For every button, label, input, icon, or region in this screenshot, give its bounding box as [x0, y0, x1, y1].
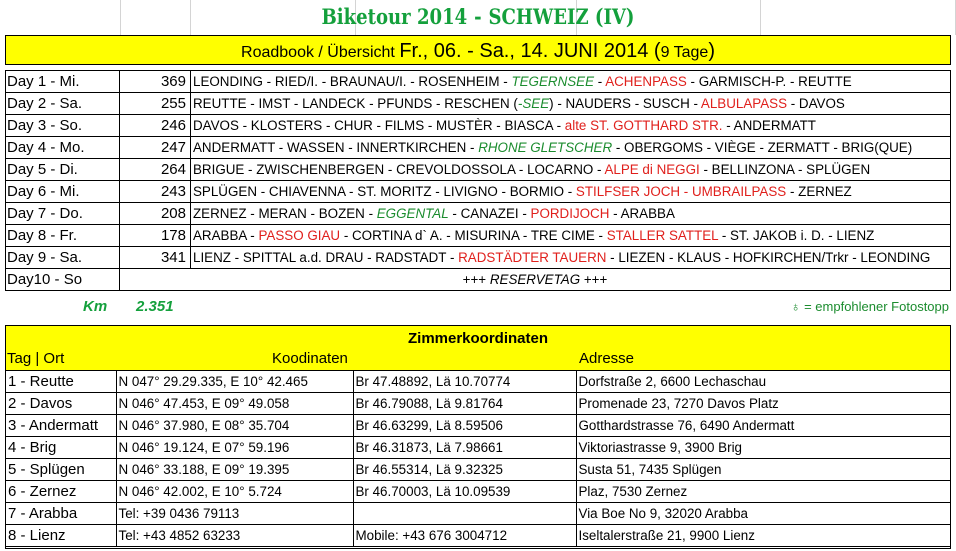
route-text: - OBERGOMS - VIÈGE - ZERMATT - BRIG(QUE)	[612, 140, 913, 155]
room-tag[interactable]: 4 - Brig	[6, 437, 116, 459]
room-address[interactable]: Susta 51, 7435 Splügen	[576, 459, 950, 481]
scenic-highlight: TEGERNSEE	[511, 74, 595, 89]
photo-stop-label: = empfohlener Fotostopp	[804, 299, 949, 314]
day-km[interactable]: 243	[120, 181, 191, 203]
room-address[interactable]: Dorfstraße 2, 6600 Lechaschau	[576, 371, 950, 393]
route-text: +++	[462, 272, 490, 287]
day-km[interactable]: 247	[120, 137, 191, 159]
pass-highlight: PASSO GIAU	[258, 228, 341, 243]
route-text: - BELLINZONA - SPLÜGEN	[699, 162, 871, 177]
day-row	[6, 137, 951, 159]
room-coord-gps[interactable]: Tel: +39 0436 79113	[116, 503, 353, 525]
km-total: 2.351	[136, 298, 174, 315]
room-address[interactable]: Viktoriastrasse 9, 3900 Brig	[576, 437, 950, 459]
page-title	[67, 4, 889, 29]
pass-highlight: RADSTÄDTER TAUERN	[458, 250, 607, 265]
route-text: DAVOS - KLOSTERS - CHUR - FILMS - MUSTÈR - BIASCA -	[193, 118, 565, 133]
pass-highlight: ACHENPASS	[605, 74, 687, 89]
column-header-coordinates: Koodinaten	[272, 350, 348, 367]
room-row	[6, 481, 950, 503]
route-text: +++	[580, 272, 608, 287]
room-coord-gps[interactable]: N 046° 42.002, E 10° 5.724	[116, 481, 353, 503]
room-coord-decimal[interactable]: Mobile: +43 676 3004712	[353, 525, 576, 547]
room-coord-decimal[interactable]	[353, 503, 576, 525]
route-text: -	[594, 74, 606, 89]
room-row	[6, 459, 950, 481]
room-coord-gps[interactable]: N 046° 47.453, E 09° 49.058	[116, 393, 353, 415]
route-cell[interactable]	[191, 247, 951, 269]
day-row	[6, 269, 951, 291]
route-text: ZERNEZ - MERAN - BOZEN -	[193, 206, 377, 221]
pass-highlight: ALPE di NEGGI	[604, 162, 700, 177]
roadbook-close: )	[708, 40, 715, 62]
room-coord-gps[interactable]: N 047° 29.29.335, E 10° 42.465	[116, 371, 353, 393]
day-label[interactable]: Day 1 - Mi.	[6, 71, 120, 93]
room-coordinates	[5, 325, 951, 549]
day-row	[6, 225, 951, 247]
route-text: ARABBA -	[193, 228, 259, 243]
day-label[interactable]: Day 3 - So.	[6, 115, 120, 137]
room-coord-decimal[interactable]: Br 47.48892, Lä 10.70774	[353, 371, 576, 393]
day-row	[6, 181, 951, 203]
room-table	[6, 371, 950, 547]
room-tag[interactable]: 5 - Splügen	[6, 459, 116, 481]
route-cell[interactable]	[191, 115, 951, 137]
roadbook-header	[5, 35, 951, 65]
scenic-highlight: EGGENTAL	[376, 206, 449, 221]
room-row	[6, 525, 950, 547]
pass-highlight: ALBULAPASS	[700, 96, 788, 111]
room-address[interactable]: Gotthardstrasse 76, 6490 Andermatt	[576, 415, 950, 437]
day-label[interactable]: Day 7 - Do.	[6, 203, 120, 225]
route-cell[interactable]	[120, 269, 951, 291]
roadbook-dates: Fr., 06. - Sa., 14. JUNI 2014 (	[399, 40, 661, 62]
camera-icon: ♁	[790, 299, 801, 314]
title-separator: -	[474, 4, 482, 29]
roadbook-days: 9 Tage	[660, 44, 709, 61]
route-cell[interactable]	[191, 181, 951, 203]
room-tag[interactable]: 8 - Lienz	[6, 525, 116, 547]
room-coord-gps[interactable]: N 046° 33.188, E 09° 19.395	[116, 459, 353, 481]
route-text: - CORTINA d` A. - MISURINA - TRE CIME -	[340, 228, 607, 243]
route-cell[interactable]	[191, 93, 951, 115]
room-coord-gps[interactable]: N 046° 37.980, E 08° 35.704	[116, 415, 353, 437]
route-text: - CANAZEI -	[448, 206, 531, 221]
km-label: Km	[83, 298, 108, 315]
room-coordinates-header	[6, 326, 950, 371]
room-tag[interactable]: 3 - Andermatt	[6, 415, 116, 437]
day-km[interactable]: 341	[120, 247, 191, 269]
day-label[interactable]: Day 8 - Fr.	[6, 225, 120, 247]
room-row	[6, 503, 950, 525]
route-text: BRIGUE - ZWISCHENBERGEN - CREVOLDOSSOLA - LOCARNO -	[193, 162, 605, 177]
route-text: ) - NAUDERS - SUSCH -	[549, 96, 701, 111]
pass-highlight: STILFSER JOCH - UMBRAILPASS	[575, 184, 787, 199]
room-tag[interactable]: 6 - Zernez	[6, 481, 116, 503]
scenic-highlight: -SEE	[517, 96, 550, 111]
room-row	[6, 371, 950, 393]
pass-highlight: PORDIJOCH	[530, 206, 610, 221]
roadbook-prefix: Roadbook / Übersicht	[241, 44, 395, 61]
day-label[interactable]: Day 2 - Sa.	[6, 93, 120, 115]
day-row	[6, 203, 951, 225]
day-row	[6, 159, 951, 181]
room-coord-decimal[interactable]: Br 46.55314, Lä 9.32325	[353, 459, 576, 481]
title-left: Biketour 2014	[321, 4, 468, 29]
photo-stop-note	[791, 299, 949, 314]
column-header-tag: Tag | Ort	[7, 350, 65, 367]
day-km[interactable]: 178	[120, 225, 191, 247]
day-label[interactable]: Day 6 - Mi.	[6, 181, 120, 203]
room-coord-gps[interactable]: N 046° 19.124, E 07° 59.196	[116, 437, 353, 459]
route-text: LEONDING - RIED/I. - BRAUNAU/I. - ROSENHEIM -	[193, 74, 512, 89]
route-cell[interactable]	[191, 71, 951, 93]
km-summary	[5, 293, 951, 321]
room-address[interactable]: Promenade 23, 7270 Davos Platz	[576, 393, 950, 415]
room-row	[6, 415, 950, 437]
room-tag[interactable]: 2 - Davos	[6, 393, 116, 415]
route-text: - ANDERMATT	[722, 118, 816, 133]
day-row	[6, 93, 951, 115]
route-text: REUTTE - IMST - LANDECK - PFUNDS - RESCHEN (	[193, 96, 518, 111]
day-label[interactable]: Day 9 - Sa.	[6, 247, 120, 269]
route-cell[interactable]	[191, 203, 951, 225]
title-right: SCHWEIZ (IV)	[488, 4, 635, 29]
pass-highlight: alte ST. GOTTHARD STR.	[564, 118, 723, 133]
route-cell[interactable]	[191, 225, 951, 247]
day-row	[6, 71, 951, 93]
day-label[interactable]: Day10 - So	[6, 269, 120, 291]
room-tag[interactable]: 7 - Arabba	[6, 503, 116, 525]
day-km[interactable]: 208	[120, 203, 191, 225]
day-table-body	[6, 71, 951, 291]
column-header-address: Adresse	[579, 350, 635, 367]
route-text: - GARMISCH-P. - REUTTE	[686, 74, 852, 89]
room-coord-decimal[interactable]: Br 46.70003, Lä 10.09539	[353, 481, 576, 503]
room-coord-gps[interactable]: Tel: +43 4852 63233	[116, 525, 353, 547]
room-address[interactable]: Iseltalerstraße 21, 9900 Lienz	[576, 525, 950, 547]
route-text: - LIEZEN - KLAUS - HOFKIRCHEN/Trkr - LEONDING	[606, 250, 931, 265]
route-text: - ZERNEZ	[786, 184, 852, 199]
route-text: RESERVETAG	[489, 272, 581, 287]
room-row	[6, 437, 950, 459]
room-coordinates-title: Zimmerkoordinaten	[407, 330, 549, 347]
day-row	[6, 247, 951, 269]
day-km[interactable]: 246	[120, 115, 191, 137]
route-text: - ARABBA	[609, 206, 675, 221]
day-label[interactable]: Day 4 - Mo.	[6, 137, 120, 159]
day-km[interactable]: 255	[120, 93, 191, 115]
day-km[interactable]: 369	[120, 71, 191, 93]
day-label[interactable]: Day 5 - Di.	[6, 159, 120, 181]
room-row	[6, 393, 950, 415]
pass-highlight: STALLER SATTEL	[606, 228, 719, 243]
room-tag[interactable]: 1 - Reutte	[6, 371, 116, 393]
route-text: ANDERMATT - WASSEN - INNERTKIRCHEN -	[193, 140, 479, 155]
route-cell[interactable]	[191, 159, 951, 181]
room-coord-decimal[interactable]: Br 46.63299, Lä 8.59506	[353, 415, 576, 437]
route-text: SPLÜGEN - CHIAVENNA - ST. MORITZ - LIVIGNO - BORMIO -	[193, 184, 576, 199]
day-km[interactable]: 264	[120, 159, 191, 181]
route-cell[interactable]	[191, 137, 951, 159]
room-address[interactable]: Via Boe No 9, 32020 Arabba	[576, 503, 950, 525]
day-table	[5, 70, 951, 291]
route-text: LIENZ - SPITTAL a.d. DRAU - RADSTADT -	[193, 250, 459, 265]
room-table-body	[6, 371, 950, 547]
scenic-highlight: RHONE GLETSCHER	[478, 140, 613, 155]
route-text: - ST. JAKOB i. D. - LIENZ	[718, 228, 875, 243]
day-row	[6, 115, 951, 137]
room-coord-decimal[interactable]: Br 46.31873, Lä 7.98661	[353, 437, 576, 459]
route-text: - DAVOS	[787, 96, 845, 111]
room-coord-decimal[interactable]: Br 46.79088, Lä 9.81764	[353, 393, 576, 415]
room-address[interactable]: Plaz, 7530 Zernez	[576, 481, 950, 503]
